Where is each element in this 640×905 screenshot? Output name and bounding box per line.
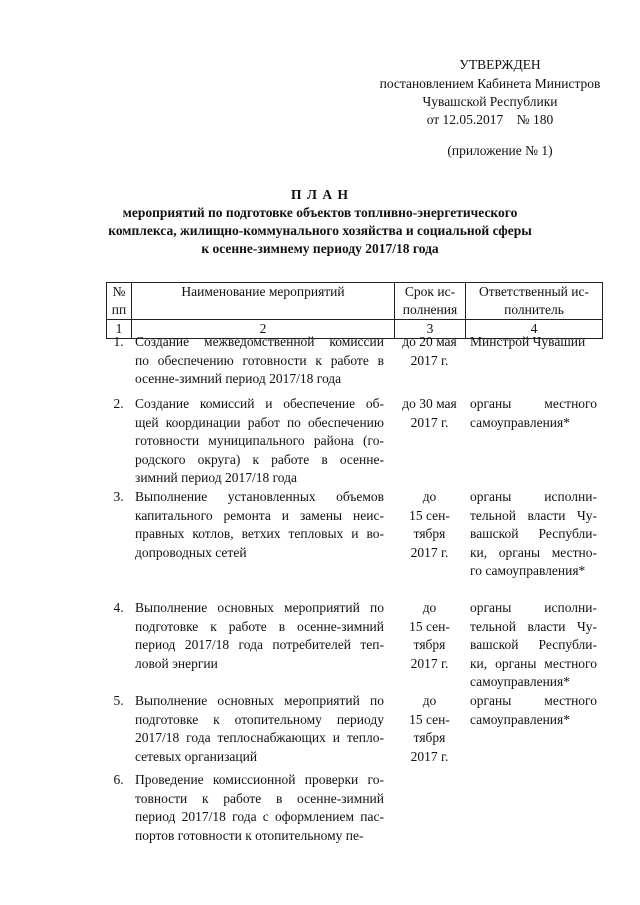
row-responsible-line: самоуправления*	[470, 711, 570, 727]
row-term-line: 2017 г.	[410, 655, 449, 671]
row-name-line: Выполнение установленных объемов	[135, 489, 384, 504]
row-term-line: 2017 г.	[410, 544, 449, 560]
row-name-line: портов готовности к отопительному пе-	[135, 827, 364, 843]
row-responsible-line: тельной власти Чу-	[470, 618, 597, 634]
title-line: мероприятий по подготовке объектов топливно-энергетического	[122, 205, 518, 220]
title-line: к осенне-зимнему периоду 2017/18 года	[201, 241, 439, 256]
table-header-row	[107, 283, 603, 320]
row-name-line: период 2017/18 года потребителей теп-	[135, 637, 384, 652]
row-responsible-line: тельной власти Чу-	[470, 507, 597, 523]
row-responsible-line: самоуправления*	[470, 674, 570, 689]
row-number: 1.	[113, 334, 124, 349]
row-name-line: готовности муниципального района (го-	[135, 433, 384, 448]
column-number: 4	[466, 320, 603, 339]
title-heading: П Л А Н	[291, 187, 349, 202]
column-number: 3	[395, 320, 466, 339]
header-term: Срок ис- полнения	[395, 283, 466, 320]
row-number: 5.	[113, 693, 124, 708]
row-responsible-line: ки, органы местно-	[470, 544, 597, 560]
row-number: 3.	[113, 489, 124, 504]
row-responsible-line: вашской Республи-	[470, 637, 597, 652]
row-name-line: подготовке к отопительному периоду	[135, 711, 384, 727]
row-responsible-line: ки, органы местного	[470, 655, 597, 671]
row-name-line: Создание комиссий и обеспечение об-	[135, 396, 384, 411]
row-term-line: тября	[413, 526, 446, 541]
row-name-line: капитального ремонта и замены неис-	[135, 507, 384, 523]
row-name-line: допроводных сетей	[135, 544, 247, 560]
row-name-line: осенне-зимний период 2017/18 года	[135, 371, 342, 386]
row-number: 2.	[113, 396, 124, 411]
column-number: 1	[107, 320, 132, 339]
header-name: Наименование мероприятий	[132, 283, 395, 320]
row-name-line: правных котлов, ветхих тепловых и во-	[135, 526, 384, 541]
row-term-line: тября	[413, 730, 446, 745]
row-name-line: период 2017/18 года с оформлением пас-	[135, 809, 384, 824]
row-term-line: до	[422, 693, 437, 708]
row-responsible-line: вашской Республи-	[470, 526, 597, 541]
row-term-line: тября	[413, 637, 446, 652]
row-name-line: зимний период 2017/18 года	[135, 470, 297, 485]
row-name-line: Создание межведомственной комиссии	[135, 334, 384, 349]
header-num: № пп	[107, 283, 132, 320]
row-number: 6.	[113, 772, 124, 787]
row-responsible-line: органы исполни-	[470, 489, 597, 504]
row-name-line: родского округа) к работе в осенне-	[135, 451, 384, 467]
row-name-line: сетевых организаций	[135, 748, 258, 764]
row-name-line: Выполнение основных мероприятий по	[135, 600, 384, 615]
row-responsible-line: органы исполни-	[470, 600, 597, 615]
row-term-line: 2017 г.	[410, 748, 449, 764]
row-term-line: 15 сен-	[409, 711, 450, 727]
row-name-line: Проведение комиссионной проверки го-	[135, 772, 384, 787]
approval-line: постановлением Кабинета Министров	[379, 76, 601, 91]
row-name-line: 2017/18 года теплоснабжающих и тепло-	[135, 730, 384, 745]
row-name-line: товности к работе в осенне-зимний	[135, 790, 384, 806]
row-name-line: подготовке к работе в осенне-зимний	[135, 618, 384, 634]
row-name-line: Выполнение основных мероприятий по	[135, 693, 384, 708]
row-term-line: до	[422, 600, 437, 615]
column-number: 2	[132, 320, 395, 339]
header-responsible: Ответственный ис- полнитель	[466, 283, 603, 320]
row-name-line: щей координации работ по обеспечению	[135, 414, 384, 430]
row-responsible-line: органы местного	[470, 693, 597, 708]
row-term-line: 2017 г.	[410, 414, 449, 430]
approval-heading: УТВЕРЖДЕН	[459, 57, 541, 72]
row-term-line: 15 сен-	[409, 618, 450, 634]
row-name-line: ловой энергии	[135, 655, 218, 671]
plan-table	[106, 282, 603, 339]
row-responsible-line: го самоуправления*	[470, 563, 586, 578]
row-term-line: 15 сен-	[409, 507, 450, 523]
row-number: 4.	[113, 600, 124, 615]
row-responsible-line: самоуправления*	[470, 414, 570, 430]
row-responsible-line: Минстрой Чувашии	[470, 334, 586, 349]
approval-date: от 12.05.2017 № 180	[426, 112, 554, 127]
appendix-label: (приложение № 1)	[447, 143, 553, 158]
row-term-line: до 30 мая	[402, 396, 457, 411]
row-responsible-line: органы местного	[470, 396, 597, 411]
row-term-line: до	[422, 489, 437, 504]
title-line: комплекса, жилищно-коммунального хозяйства и социальной сферы	[108, 223, 532, 238]
row-term-line: до 20 мая	[402, 334, 457, 349]
row-name-line: по обеспечению готовности к работе в	[135, 352, 384, 368]
approval-line: Чувашской Республики	[422, 94, 558, 109]
row-term-line: 2017 г.	[410, 352, 449, 368]
